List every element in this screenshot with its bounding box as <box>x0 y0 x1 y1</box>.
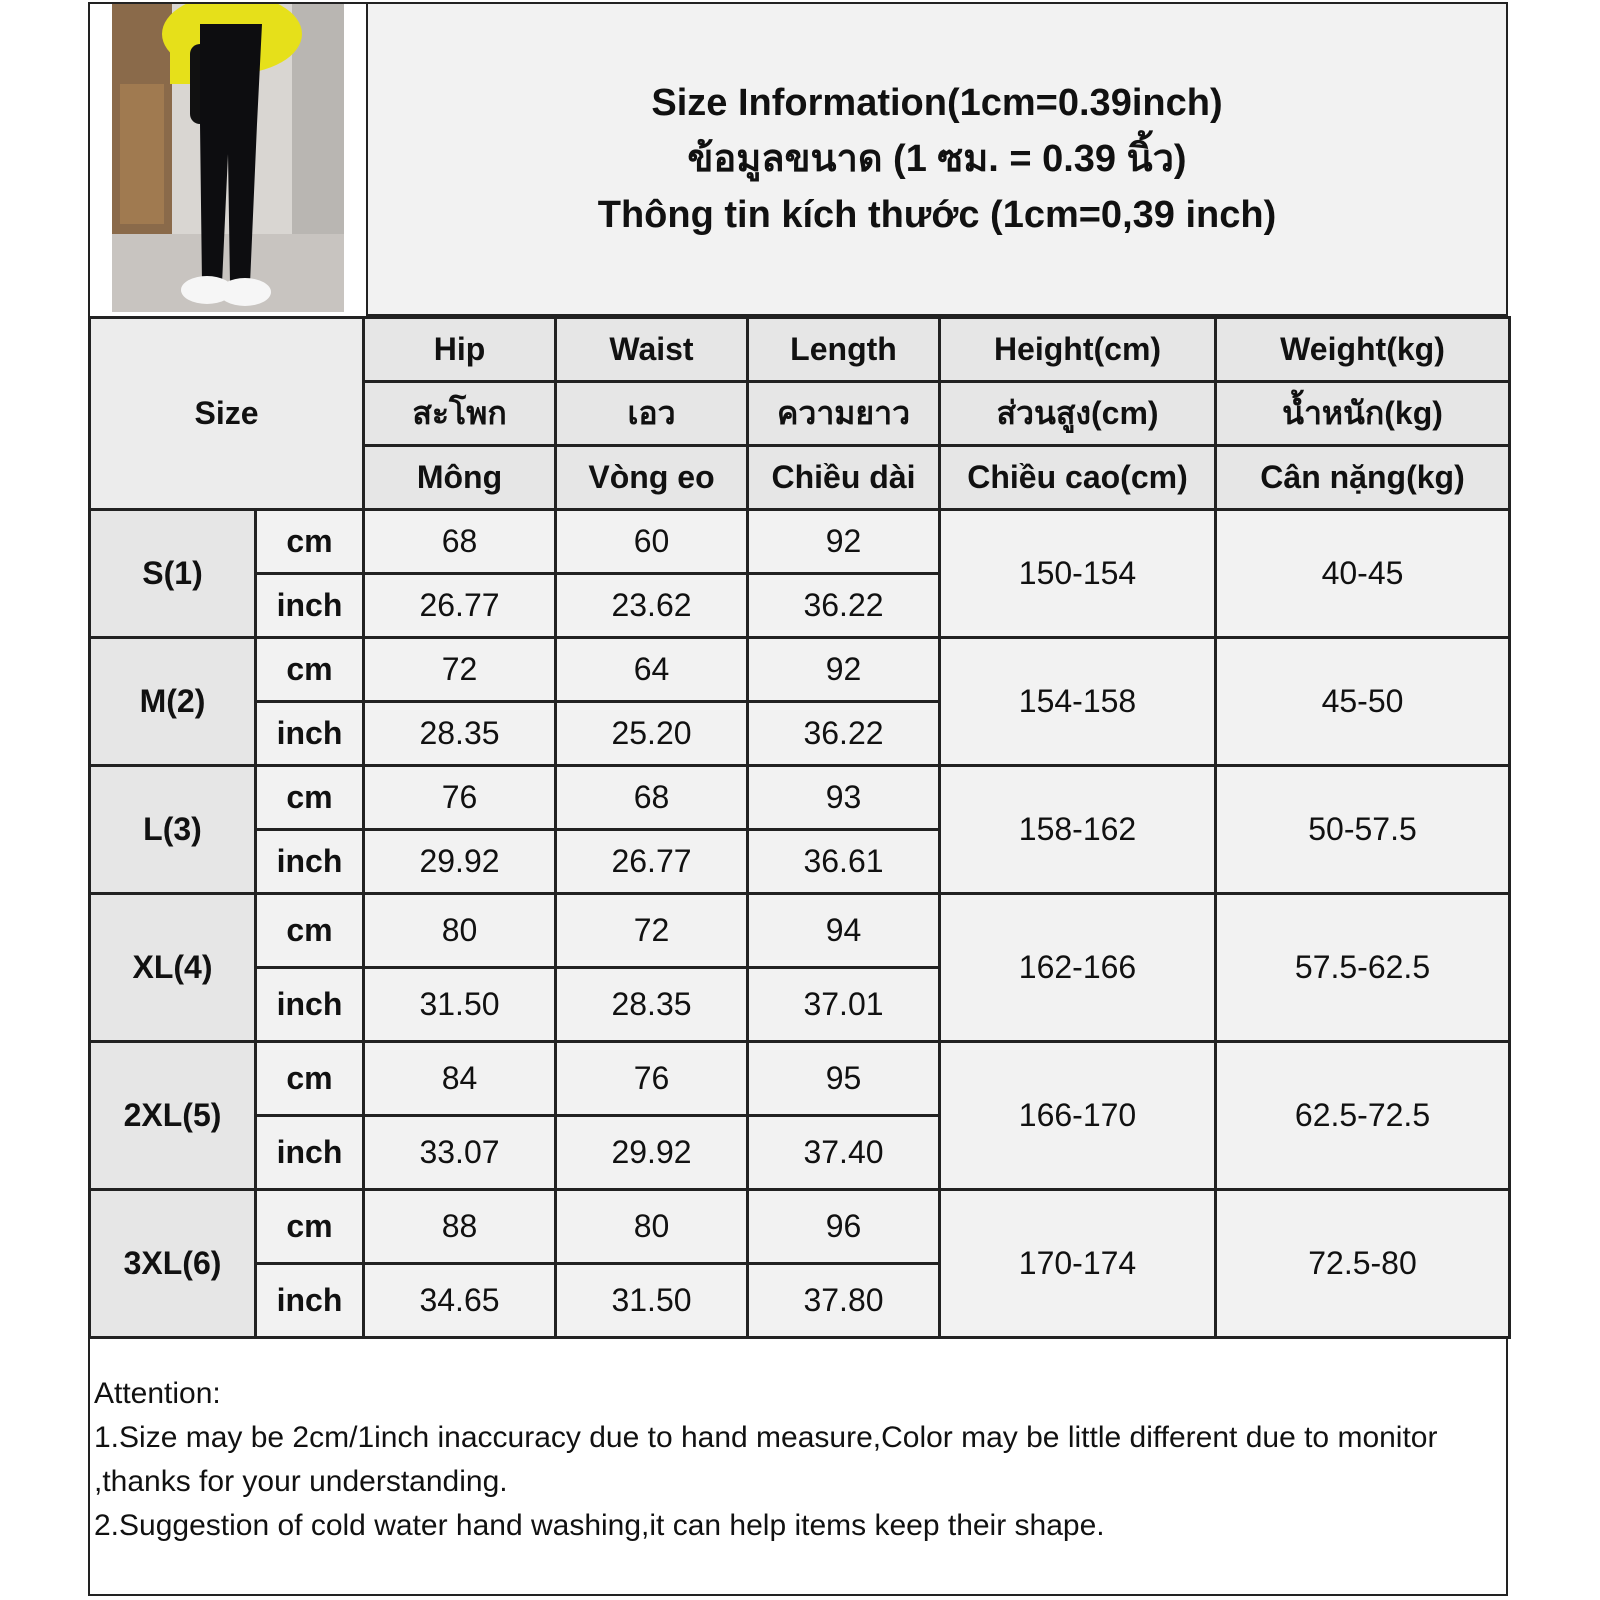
inch-value-cell: 33.07 <box>364 1116 556 1190</box>
height-range-cell: 158-162 <box>940 766 1216 894</box>
unit-inch-label: inch <box>256 830 364 894</box>
height-range-cell: 162-166 <box>940 894 1216 1042</box>
unit-inch-label: inch <box>256 702 364 766</box>
inch-value-cell: 36.22 <box>748 574 940 638</box>
attention-line-2: 2.Suggestion of cold water hand washing,it can help items keep their shape. <box>94 1509 1105 1542</box>
cm-value-cell: 93 <box>748 766 940 830</box>
title-vietnamese: Thông tin kích thước (1cm=0,39 inch) <box>597 194 1277 236</box>
size-label: M(2) <box>90 638 256 766</box>
weight-range-cell: 57.5-62.5 <box>1216 894 1510 1042</box>
cm-value-cell: 96 <box>748 1190 940 1264</box>
col-weight-vi: Cân nặng(kg) <box>1216 446 1510 510</box>
cm-value-cell: 72 <box>364 638 556 702</box>
size-label: S(1) <box>90 510 256 638</box>
col-waist-vi: Vòng eo <box>556 446 748 510</box>
weight-range-cell: 72.5-80 <box>1216 1190 1510 1338</box>
product-photo <box>112 4 344 312</box>
unit-cm-label: cm <box>256 1042 364 1116</box>
unit-cm-label: cm <box>256 894 364 968</box>
title-thai: ข้อมูลขนาด (1 ซม. = 0.39 นิ้ว) <box>687 138 1187 180</box>
table-row <box>90 638 1510 702</box>
attention-notes <box>94 1372 1494 1548</box>
height-range-cell: 150-154 <box>940 510 1216 638</box>
inch-value-cell: 36.22 <box>748 702 940 766</box>
unit-inch-label: inch <box>256 1116 364 1190</box>
cm-value-cell: 68 <box>556 766 748 830</box>
title-block <box>366 4 1506 316</box>
table-row <box>90 1190 1510 1264</box>
inch-value-cell: 31.50 <box>556 1264 748 1338</box>
col-hip-th: สะโพก <box>364 382 556 446</box>
col-hip-en: Hip <box>364 318 556 382</box>
inch-value-cell: 26.77 <box>364 574 556 638</box>
weight-range-cell: 45-50 <box>1216 638 1510 766</box>
col-weight-th: น้ำหนัก(kg) <box>1216 382 1510 446</box>
inch-value-cell: 28.35 <box>556 968 748 1042</box>
height-range-cell: 166-170 <box>940 1042 1216 1190</box>
unit-cm-label: cm <box>256 766 364 830</box>
cm-value-cell: 68 <box>364 510 556 574</box>
weight-range-cell: 50-57.5 <box>1216 766 1510 894</box>
cm-value-cell: 88 <box>364 1190 556 1264</box>
inch-value-cell: 34.65 <box>364 1264 556 1338</box>
unit-cm-label: cm <box>256 638 364 702</box>
cm-value-cell: 80 <box>556 1190 748 1264</box>
table-row <box>90 510 1510 574</box>
attention-heading: Attention: <box>94 1377 221 1410</box>
inch-value-cell: 31.50 <box>364 968 556 1042</box>
inch-value-cell: 37.80 <box>748 1264 940 1338</box>
col-height-th: ส่วนสูง(cm) <box>940 382 1216 446</box>
cm-value-cell: 92 <box>748 510 940 574</box>
col-length-vi: Chiều dài <box>748 446 940 510</box>
size-label: XL(4) <box>90 894 256 1042</box>
size-header: Size <box>90 318 364 510</box>
unit-cm-label: cm <box>256 510 364 574</box>
weight-range-cell: 40-45 <box>1216 510 1510 638</box>
height-range-cell: 154-158 <box>940 638 1216 766</box>
unit-inch-label: inch <box>256 968 364 1042</box>
table-row <box>90 1042 1510 1116</box>
model-photo-illustration <box>112 4 344 312</box>
inch-value-cell: 23.62 <box>556 574 748 638</box>
inch-value-cell: 37.40 <box>748 1116 940 1190</box>
col-length-th: ความยาว <box>748 382 940 446</box>
col-height-en: Height(cm) <box>940 318 1216 382</box>
col-waist-en: Waist <box>556 318 748 382</box>
inch-value-cell: 25.20 <box>556 702 748 766</box>
col-waist-th: เอว <box>556 382 748 446</box>
inch-value-cell: 29.92 <box>556 1116 748 1190</box>
inch-value-cell: 26.77 <box>556 830 748 894</box>
inch-value-cell: 37.01 <box>748 968 940 1042</box>
size-label: 3XL(6) <box>90 1190 256 1338</box>
cm-value-cell: 72 <box>556 894 748 968</box>
cm-value-cell: 92 <box>748 638 940 702</box>
col-length-en: Length <box>748 318 940 382</box>
cm-value-cell: 80 <box>364 894 556 968</box>
inch-value-cell: 28.35 <box>364 702 556 766</box>
cm-value-cell: 95 <box>748 1042 940 1116</box>
size-table <box>88 316 1511 1339</box>
cm-value-cell: 76 <box>364 766 556 830</box>
size-label: 2XL(5) <box>90 1042 256 1190</box>
height-range-cell: 170-174 <box>940 1190 1216 1338</box>
cm-value-cell: 76 <box>556 1042 748 1116</box>
table-row <box>90 894 1510 968</box>
unit-inch-label: inch <box>256 574 364 638</box>
col-weight-en: Weight(kg) <box>1216 318 1510 382</box>
inch-value-cell: 36.61 <box>748 830 940 894</box>
cm-value-cell: 64 <box>556 638 748 702</box>
title-english: Size Information(1cm=0.39inch) <box>651 82 1223 124</box>
unit-inch-label: inch <box>256 1264 364 1338</box>
cm-value-cell: 60 <box>556 510 748 574</box>
col-height-vi: Chiều cao(cm) <box>940 446 1216 510</box>
table-row <box>90 766 1510 830</box>
cm-value-cell: 94 <box>748 894 940 968</box>
header-row-en <box>90 318 1510 382</box>
unit-cm-label: cm <box>256 1190 364 1264</box>
attention-line-1: 1.Size may be 2cm/1inch inaccuracy due to hand measure,Color may be little different due to monitor ,thanks for your understanding. <box>94 1421 1438 1498</box>
weight-range-cell: 62.5-72.5 <box>1216 1042 1510 1190</box>
cm-value-cell: 84 <box>364 1042 556 1116</box>
inch-value-cell: 29.92 <box>364 830 556 894</box>
size-label: L(3) <box>90 766 256 894</box>
col-hip-vi: Mông <box>364 446 556 510</box>
